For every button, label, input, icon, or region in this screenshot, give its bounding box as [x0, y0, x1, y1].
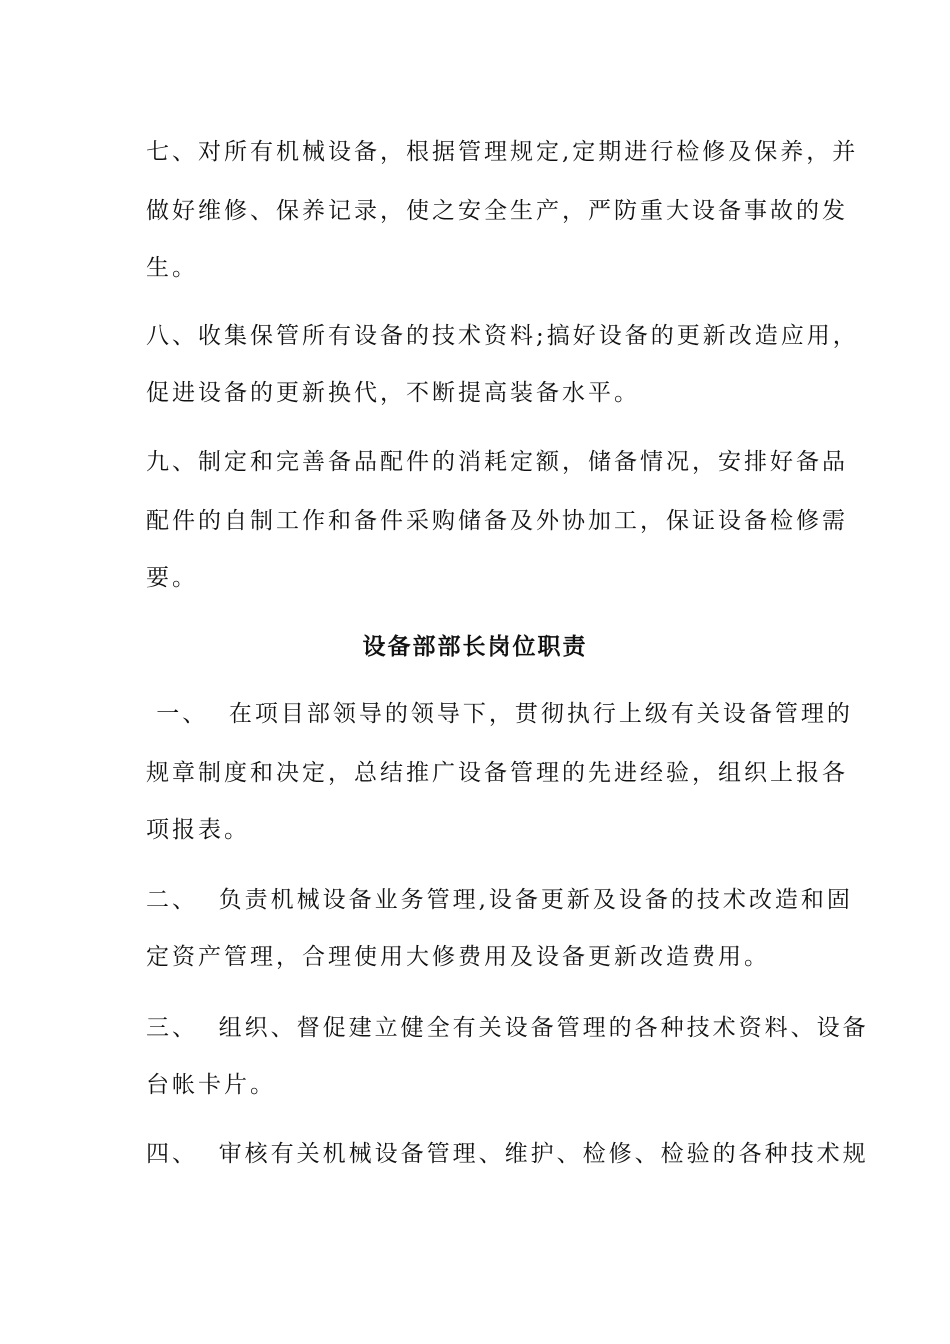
- duty-3-line-2: 台帐卡片。: [146, 1072, 276, 1098]
- paragraph-7-line-3: 生。: [146, 255, 198, 281]
- duty-4-line-1: 四、 审核有关机械设备管理、维护、检修、检验的各种技术规: [146, 1141, 869, 1167]
- duty-2-line-1: 二、 负责机械设备业务管理,设备更新及设备的技术改造和固: [146, 887, 853, 913]
- paragraph-9-line-3: 要。: [146, 565, 198, 591]
- paragraph-7-line-2: 做好维修、保养记录，使之安全生产，严防重大设备事故的发: [146, 198, 848, 224]
- paragraph-9-line-1: 九、制定和完善备品配件的消耗定额，储备情况，安排好备品: [146, 449, 848, 475]
- duty-1-line-2: 规章制度和决定，总结推广设备管理的先进经验，组织上报各: [146, 760, 848, 786]
- paragraph-7-line-1: 七、对所有机械设备，根据管理规定,定期进行检修及保养，并: [146, 139, 859, 165]
- duty-1-line-3: 项报表。: [146, 817, 250, 843]
- section-title: 设备部部长岗位职责: [362, 633, 588, 660]
- paragraph-9-line-2: 配件的自制工作和备件采购储备及外协加工，保证设备检修需: [146, 508, 848, 534]
- paragraph-8-line-2: 促进设备的更新换代，不断提高装备水平。: [146, 380, 640, 406]
- duty-2-line-2: 定资产管理，合理使用大修费用及设备更新改造费用。: [146, 944, 770, 970]
- duty-3-line-1: 三、 组织、督促建立健全有关设备管理的各种技术资料、设备: [146, 1015, 869, 1041]
- paragraph-8-line-1: 八、收集保管所有设备的技术资料;搞好设备的更新改造应用，: [146, 323, 859, 349]
- duty-1-line-1: 一、 在项目部领导的领导下，贯彻执行上级有关设备管理的: [146, 701, 853, 727]
